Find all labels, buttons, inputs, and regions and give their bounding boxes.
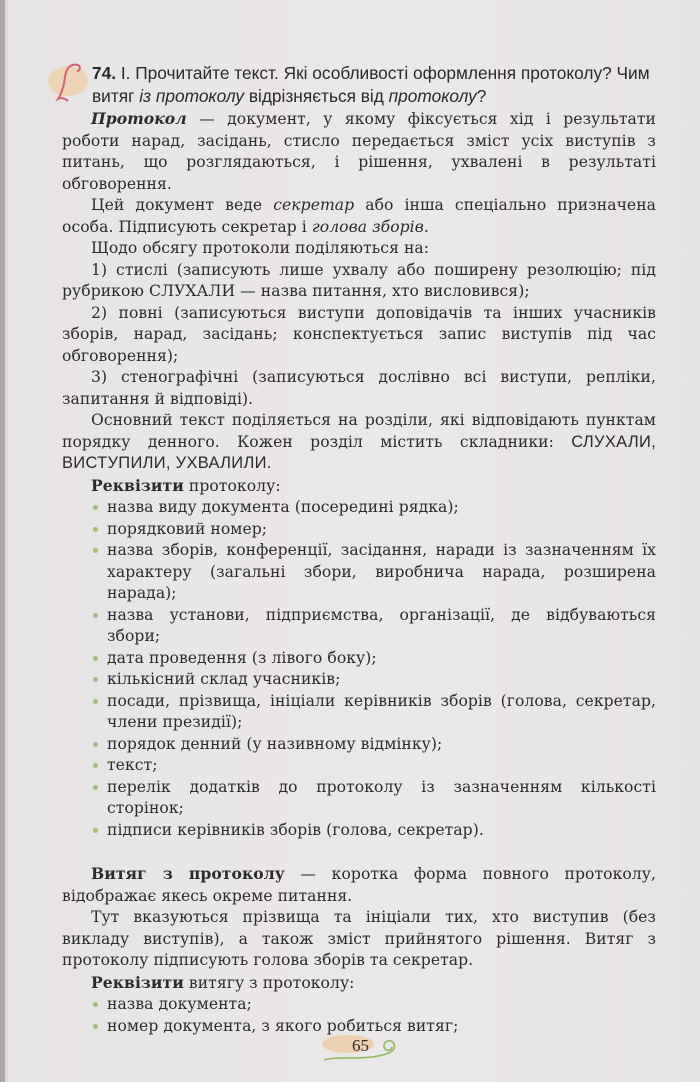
protocol-requisites-list <box>62 497 656 841</box>
list-item: назва виду документа (посередині рядка); <box>91 497 656 519</box>
list-item: перелік додатків до протоколу із зазначенням кількості сторінок; <box>91 777 656 820</box>
page-binding-edge <box>0 0 5 1082</box>
protocol-definition: Протокол — документ, у якому фіксується хід і результати роботи нарад, засідань, стисло передається зміст усіх виступів з питань, що розглядаються, і рішення, ухвалені в результаті обговорення. <box>62 109 656 193</box>
protocol-type-2: 2) повні (записуються виступи доповідачів та інших учасників зборів, нарад, засідань; конспектується запис виступів під час обговорення); <box>62 303 656 365</box>
protocol-author-paragraph: Цей документ веде секретар або інша спеціально призначена особа. Підписують секретар і голова зборів. <box>62 196 656 236</box>
list-item: кількісний склад учасників; <box>91 669 656 691</box>
list-item: порядковий номер; <box>91 519 656 541</box>
extract-content-paragraph: Тут вказуються прізвища та ініціали тих, хто виступив (без викладу виступів), а також зміст прийнятого рішення. Витяг з протоколу підписують голова зборів та секретар. <box>62 908 656 969</box>
protocol-type-3: 3) стенографічні (записуються дослівно всі виступи, репліки, запитання й відповіді). <box>62 368 656 408</box>
list-item: назва установи, підприємства, організації, де відбуваються збори; <box>91 605 656 648</box>
protocol-type-1: 1) стислі (записують лише ухвалу або поширену резолюцію; під рубрикою СЛУХАЛИ — назва питання, хто висловився); <box>62 260 656 300</box>
task-74-instruction: 74. І. Прочитайте текст. Які особливості оформлення протоколу? Чим витяг із протоколу відрізняється від протоколу? <box>92 63 650 106</box>
extract-requisites-heading: Реквізити витягу з протоколу: <box>91 972 355 992</box>
task-number: 74. <box>92 63 117 83</box>
list-item: посади, прізвища, ініціали керівників зборів (голова, секретар, члени президії); <box>91 691 656 734</box>
list-item: підписи керівників зборів (голова, секретар). <box>91 820 656 842</box>
protocol-types-intro: Щодо обсягу протоколи поділяються на: <box>91 239 430 257</box>
main-text <box>62 108 656 1037</box>
list-item: назва документа; <box>91 994 656 1016</box>
page-number: 65 <box>352 1036 369 1055</box>
quill-pen-icon <box>48 57 90 105</box>
list-item: назва зборів, конференції, засідання, наради із зазначенням їх характеру (загальні збори, виробнича нарада, розширена нарада); <box>91 540 656 605</box>
list-item: текст; <box>91 755 656 777</box>
list-item: дата проведення (з лівого боку); <box>91 648 656 670</box>
list-item: номер документа, з якого робиться витяг; <box>91 1016 656 1038</box>
extract-definition: Витяг з протоколу — коротка форма повного протоколу, відображає якесь окреме питання. <box>62 864 656 905</box>
protocol-sections-paragraph: Основний текст поділяється на розділи, які відповідають пунктам порядку денного. Кожен розділ містить складники: СЛУХАЛИ, ВИСТУПИЛИ, УХВАЛИЛИ. <box>62 411 656 472</box>
list-item: порядок денний (у називному відмінку); <box>91 734 656 756</box>
protocol-requisites-heading: Реквізити протоколу: <box>91 475 281 495</box>
